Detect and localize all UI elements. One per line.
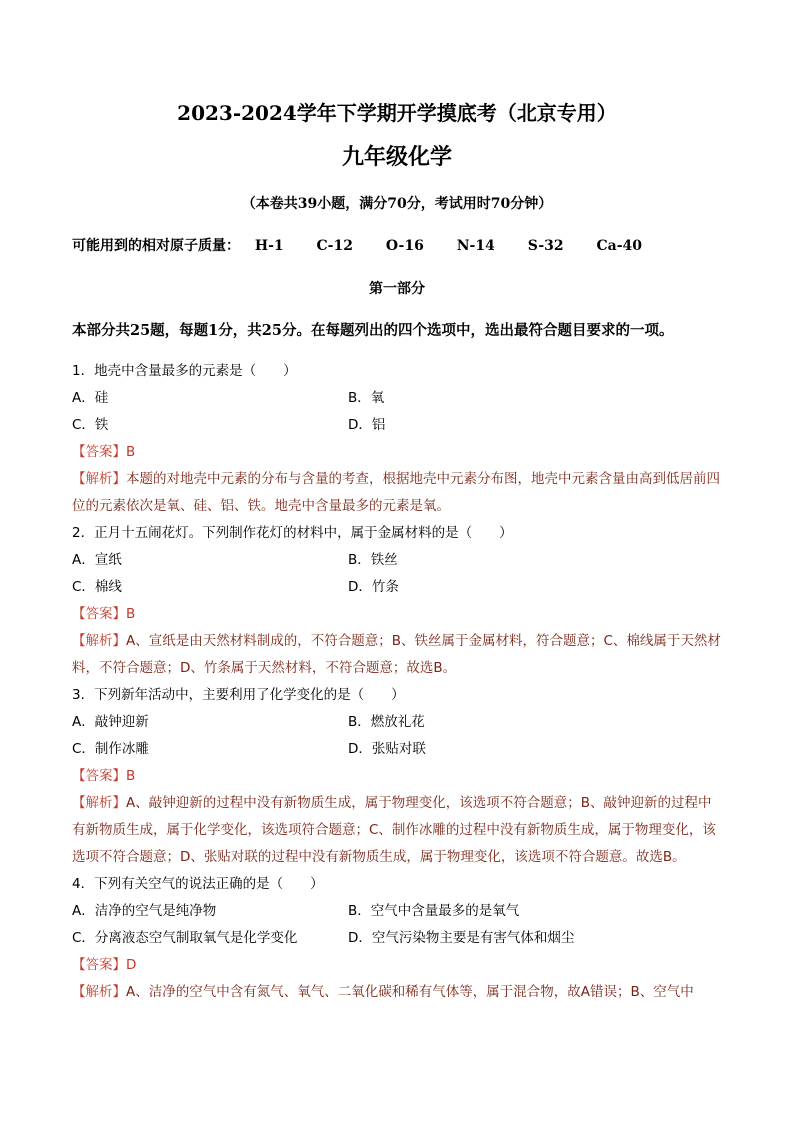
explanation-block [72,466,724,520]
atomic-mass-s: S-32 [527,238,564,254]
option-row [72,709,724,736]
option-d: D．张贴对联 [348,741,426,757]
answer-value: B [126,606,136,622]
atomic-mass-n: N-14 [456,238,495,254]
question-stem: 1．地壳中含量最多的元素是（ ） [72,363,297,379]
explanation-label: 【解析】 [72,471,126,487]
answer-label: 【答案】 [72,444,126,460]
option-row [72,898,724,925]
question-stem: 3．下列新年活动中，主要利用了化学变化的是（ ） [72,687,405,703]
explanation-label: 【解析】 [72,795,126,811]
option-c: C．铁 [72,417,109,433]
answer-label: 【答案】 [72,606,126,622]
option-row [72,736,724,763]
question-stem: 2．正月十五闹花灯。下列制作花灯的材料中，属于金属材料的是（ ） [72,525,513,541]
option-d: D．铝 [348,417,386,433]
exam-title: 2023-2024学年下学期开学摸底考（北京专用） [177,101,617,125]
option-row [72,412,724,439]
option-a: A．敲钟迎新 [72,714,149,730]
option-d: D．空气污染物主要是有害气体和烟尘 [348,930,575,946]
atomic-mass-ca: Ca-40 [596,238,643,254]
atomic-masses [72,236,670,256]
answer-line [72,952,724,979]
option-b: B．铁丝 [348,552,398,568]
option-c: C．制作冰雕 [72,741,149,757]
explanation-block [72,979,724,1006]
atomic-mass-o: O-16 [385,238,424,254]
option-b: B．燃放礼花 [348,714,425,730]
explanation-block [72,790,724,871]
explanation-text: A、宣纸是由天然材料制成的，不符合题意；B、铁丝属于金属材料，符合题意；C、棉线属于天然材料，不符合题意；D、竹条属于天然材料，不符合题意；故选B。 [72,633,721,676]
exam-subtitle: 九年级化学 [341,144,452,170]
option-d: D．竹条 [348,579,399,595]
option-row [72,385,724,412]
option-c: C．分离液态空气制取氧气是化学变化 [72,930,298,946]
part-title: 第一部分 [369,281,425,297]
explanation-text: A、敲钟迎新的过程中没有新物质生成，属于物理变化，该选项不符合题意；B、敲钟迎新的过程中有新物质生成，属于化学变化，该选项符合题意；C、制作冰雕的过程中没有新物质生成，属于物理变化，该选项不符合题意；D、张贴对联的过程中没有新物质生成，属于物理变化，该选项不符合题意。故选B。 [72,795,716,865]
option-b: B．氧 [348,390,385,406]
question-list [72,358,724,1006]
option-a: A．洁净的空气是纯净物 [72,903,217,919]
option-a: A．宣纸 [72,552,122,568]
answer-value: B [126,768,136,784]
atomic-mass-h: H-1 [254,238,284,254]
answer-line [72,439,724,466]
answer-line [72,763,724,790]
answer-line [72,601,724,628]
answer-label: 【答案】 [72,957,126,973]
question-stem: 4．下列有关空气的说法正确的是（ ） [72,876,324,892]
option-row [72,574,724,601]
answer-value: B [126,444,136,460]
explanation-label: 【解析】 [72,984,126,1000]
atomic-mass-c: C-12 [316,238,353,254]
explanation-block [72,628,724,682]
option-row [72,925,724,952]
option-row [72,547,724,574]
answer-label: 【答案】 [72,768,126,784]
atomic-masses-label: 可能用到的相对原子质量： [72,238,240,254]
option-c: C．棉线 [72,579,122,595]
exam-note: （本卷共39小题，满分70分，考试用时70分钟） [241,196,553,212]
option-a: A．硅 [72,390,109,406]
option-b: B．空气中含量最多的是氧气 [348,903,520,919]
explanation-text: A、洁净的空气中含有氮气、氧气、二氧化碳和稀有气体等，属于混合物，故A错误；B、空气中 [126,984,694,1000]
part-intro: 本部分共25题，每题1分，共25分。在每题列出的四个选项中，选出最符合题目要求的一项。 [72,322,674,339]
answer-value: D [126,957,137,973]
explanation-text: 本题的对地壳中元素的分布与含量的考查，根据地壳中元素分布图，地壳中元素含量由高到低居前四位的元素依次是氧、硅、铝、铁。地壳中含量最多的元素是氧。 [72,471,720,514]
explanation-label: 【解析】 [72,633,126,649]
